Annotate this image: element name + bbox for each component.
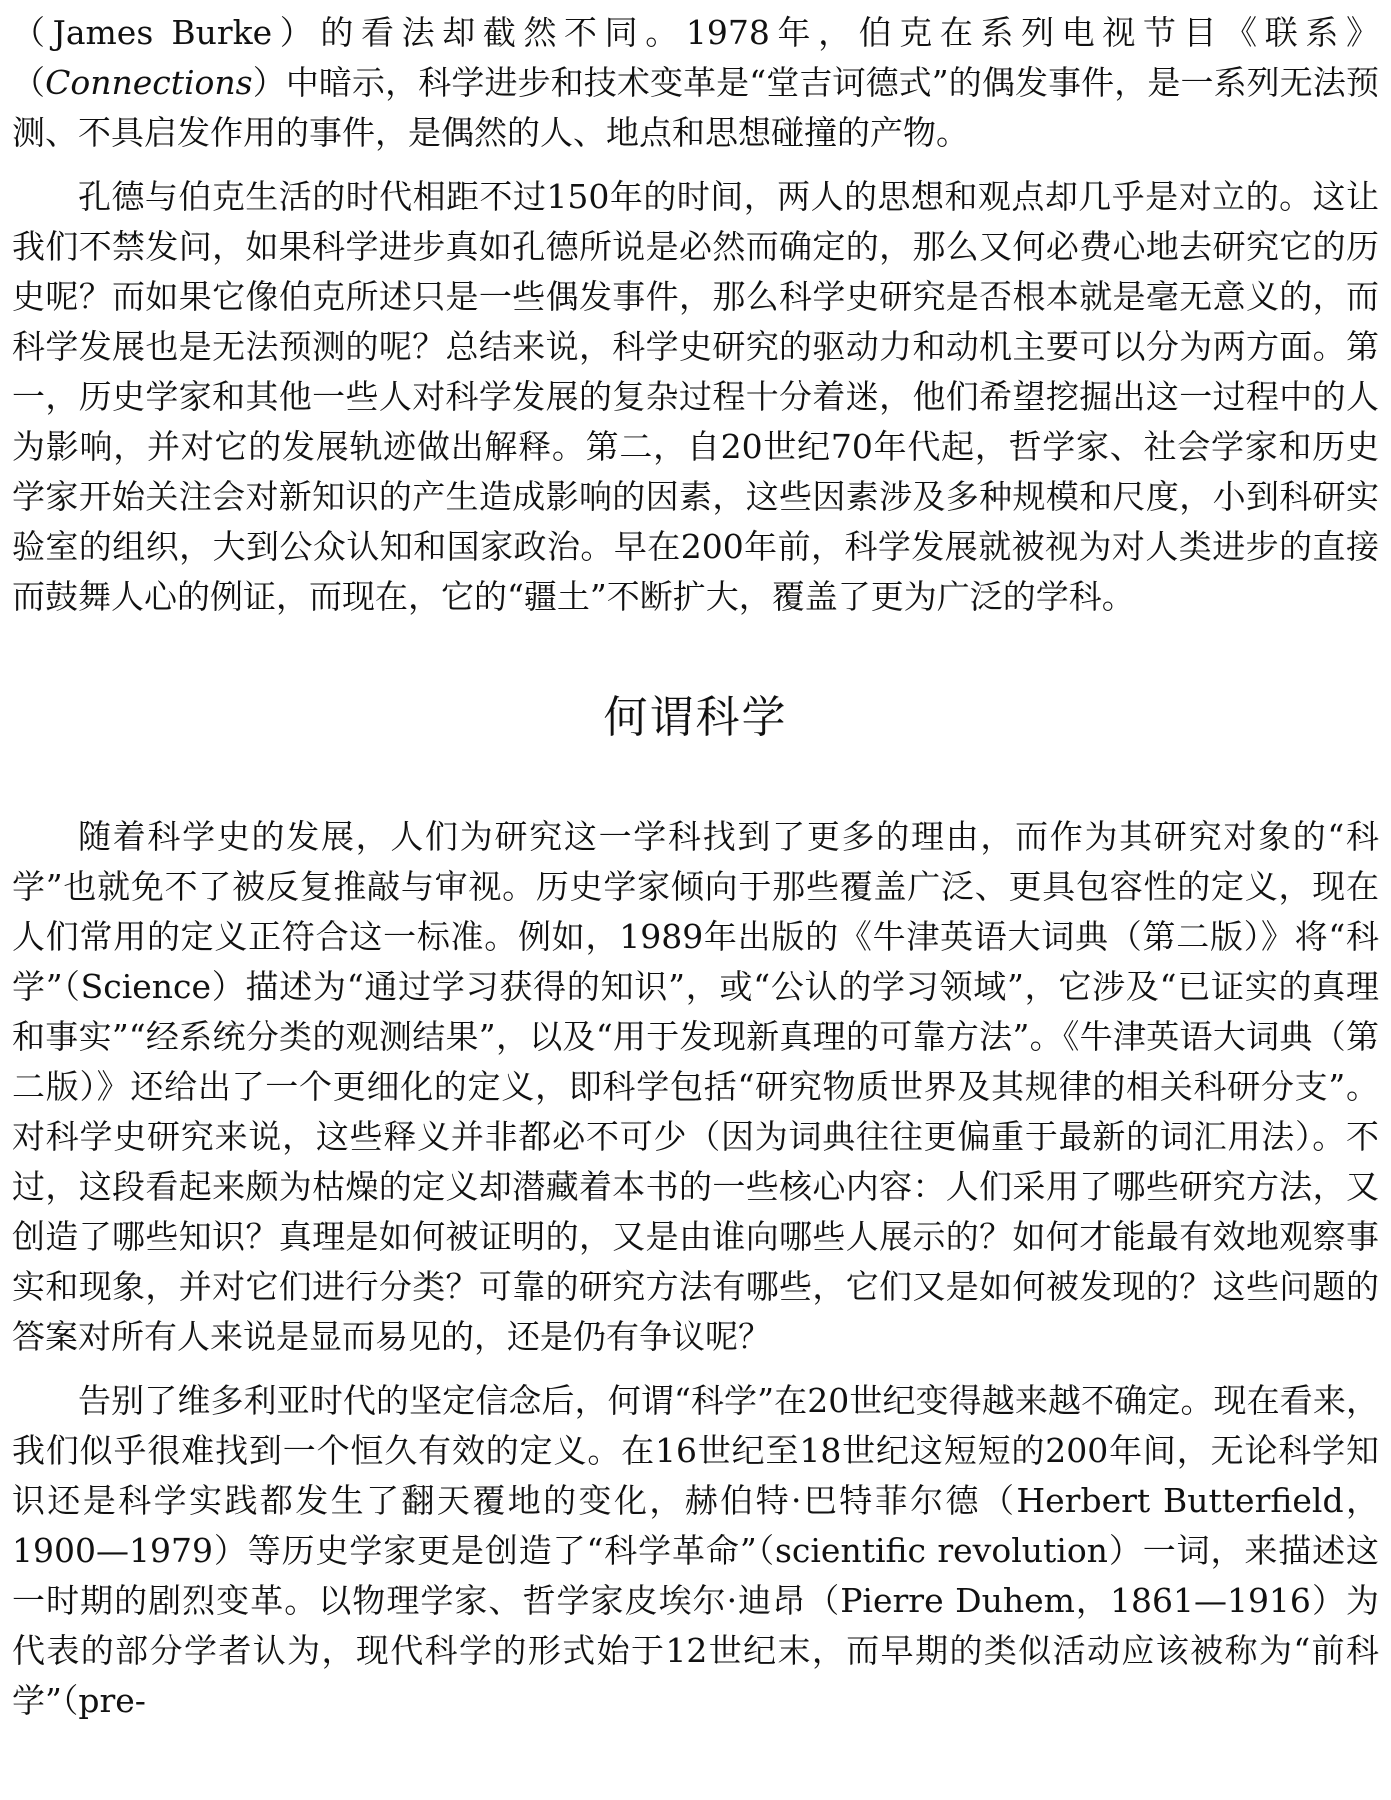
paragraph-comte-burke: 孔德与伯克生活的时代相距不过150年的时间，两人的思想和观点却几乎是对立的。这让我们不禁发问，如果科学进步真如孔德所说是必然而确定的，那么又何必费心地去研究它的历史呢？而如果它像伯克所述只是一些偶发事件，那么科学史研究是否根本就是毫无意义的，而科学发展也是无法预测的呢？总结来说，科学史研究的驱动力和动机主要可以分为两方面。第一，历史学家和其他一些人对科学发展的复杂过程十分着迷，他们希望挖掘出这一过程中的人为影响，并对它的发展轨迹做出解释。第二，自20世纪70年代起，哲学家、社会学家和历史学家开始关注会对新知识的产生造成影响的因素，这些因素涉及多种规模和尺度，小到科研实验室的组织，大到公众认知和国家政治。早在200年前，科学发展就被视为对人类进步的直接而鼓舞人心的例证，而现在，它的“疆土”不断扩大，覆盖了更为广泛的学科。: [12, 177, 1379, 616]
paragraph-scientific-revolution: 告别了维多利亚时代的坚定信念后，何谓“科学”在20世纪变得越来越不确定。现在看来，我们似乎很难找到一个恒久有效的定义。在16世纪至18世纪这短短的200年间，无论科学知识还是科学实践都发生了翻天覆地的变化，赫伯特·巴特菲尔德（Herbert Butterfield，1900—1979）等历史学家更是创造了“科学革命”（scientific revolution）一词，来描述这一时期的剧烈变革。以物理学家、哲学家皮埃尔·迪昂（Pierre Duhem，1861—1916）为代表的部分学者认为，现代科学的形式始于12世纪末，而早期的类似活动应该被称为“前科学”（pre-: [12, 1381, 1379, 1720]
paragraph-text: ）中暗示，科学进步和技术变革是“堂吉诃德式”的偶发事件，是一系列无法预测、不具启发作用的事件，是偶然的人、地点和思想碰撞的产物。: [12, 63, 1379, 152]
book-page: [12, 8, 1379, 1726]
paragraph-definition-of-science: 随着科学史的发展，人们为研究这一学科找到了更多的理由，而作为其研究对象的“科学”也就免不了被反复推敲与审视。历史学家倾向于那些覆盖广泛、更具包容性的定义，现在人们常用的定义正符合这一标准。例如，1989年出版的《牛津英语大词典（第二版）》将“科学”（Science）描述为“通过学习获得的知识”，或“公认的学习领域”，它涉及“已证实的真理和事实”“经系统分类的观测结果”，以及“用于发现新真理的可靠方法”。《牛津英语大词典（第二版）》还给出了一个更细化的定义，即科学包括“研究物质世界及其规律的相关科研分支”。对科学史研究来说，这些释义并非都必不可少（因为词典往往更偏重于最新的词汇用法）。不过，这段看起来颇为枯燥的定义却潜藏着本书的一些核心内容：人们采用了哪些研究方法，又创造了哪些知识？真理是如何被证明的，又是由谁向哪些人展示的？如何才能最有效地观察事实和现象，并对它们进行分类？可靠的研究方法有哪些，它们又是如何被发现的？这些问题的答案对所有人来说是显而易见的，还是仍有争议呢？: [12, 817, 1379, 1356]
section-heading: 何谓科学: [603, 692, 788, 743]
connections-title: Connections: [45, 63, 253, 102]
paragraph-burke-connections: [12, 8, 1379, 158]
spacer: [12, 622, 1379, 688]
paragraph-text: （James Burke）的看法却截然不同。1978年，伯克在系列电视节目《联系》（: [12, 13, 1379, 102]
spacer: [12, 748, 1379, 812]
